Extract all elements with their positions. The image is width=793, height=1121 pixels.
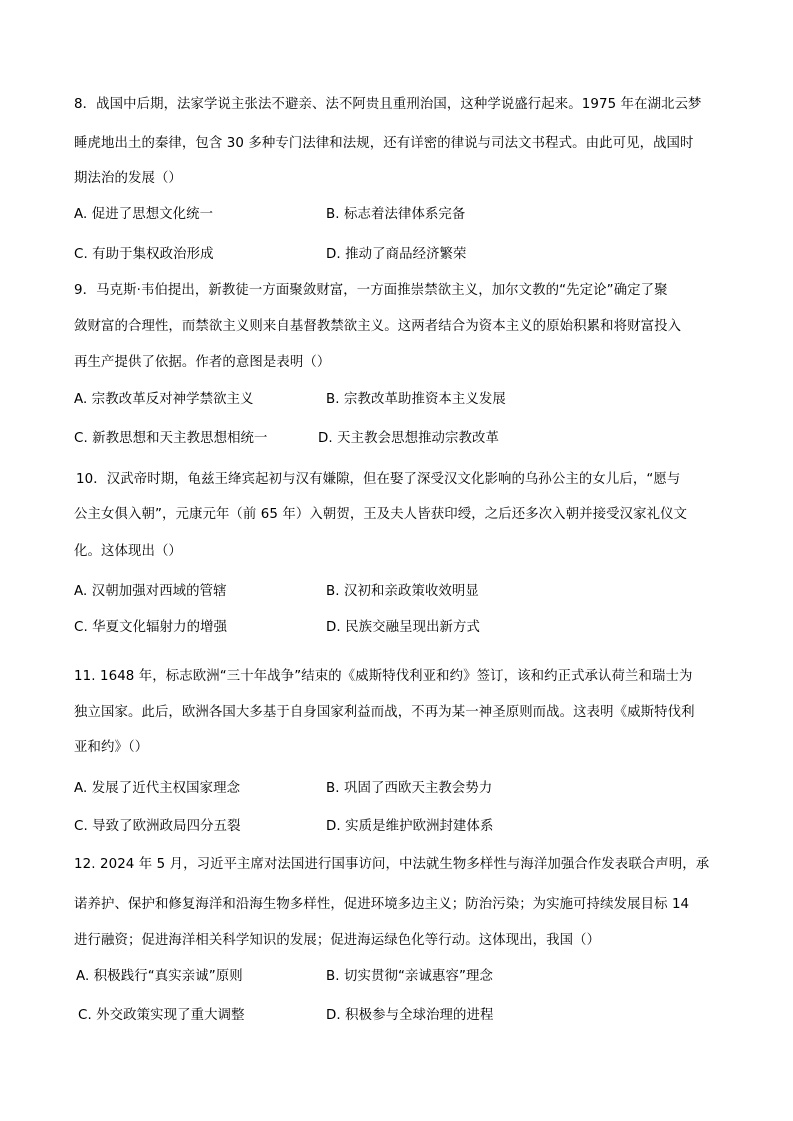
question-8-option-a: A. 促进了思想文化统一 (74, 207, 214, 222)
question-12-option-b: B. 切实贯彻“亲诚惠容”理念 (326, 969, 493, 984)
question-11-option-b: B. 巩固了西欧天主教会势力 (326, 781, 493, 796)
question-12-option-c: C. 外交政策实现了重大调整 (78, 1008, 245, 1023)
question-12-line-2: 诺养护、保护和修复海洋和沿海生物多样性，促进环境多边主义；防治污染；为实施可持续发展目标 14 (74, 897, 690, 912)
question-10-line-2: 公主女俱入朝”，元康元年（前 65 年）入朝贺，王及夫人皆获印绶，之后还多次入朝并接受汉家礼仪文 (74, 507, 688, 522)
question-9-line-3: 再生产提供了依据。作者的意图是表明（） (74, 355, 331, 370)
question-8-line-3: 期法治的发展（） (74, 171, 182, 186)
question-9-option-a: A. 宗教改革反对神学禁欲主义 (74, 392, 254, 407)
question-12-line-1: 12. 2024 年 5 月，习近平主席对法国进行国事访问，中法就生物多样性与海洋加强合作发表联合声明，承 (74, 857, 710, 872)
question-10-line-3: 化。这体现出（） (74, 544, 182, 559)
question-12-line-3: 进行融资；促进海洋相关科学知识的发展；促进海运绿色化等行动。这体现出，我国（） (74, 933, 601, 948)
question-10-line-1: 10．汉武帝时期，龟兹王绛宾起初与汉有嫌隙，但在娶了深受汉文化影响的乌孙公主的女儿后，“愿与 (76, 472, 681, 487)
question-8-line-1: 8．战国中后期，法家学说主张法不避亲、法不阿贵且重刑治国，这种学说盛行起来。1975 年在湖北云梦 (74, 97, 702, 112)
question-8-option-c: C. 有助于集权政治形成 (74, 247, 214, 262)
question-10-option-a: A. 汉朝加强对西域的管辖 (74, 584, 227, 599)
question-9-option-b: B. 宗教改革助推资本主义发展 (326, 392, 506, 407)
question-9-option-c: C. 新教思想和天主教思想相统一 (74, 431, 268, 446)
question-11-line-3: 亚和约》（） (74, 740, 149, 755)
question-11-option-d: D. 实质是维护欧洲封建体系 (326, 819, 494, 834)
question-11-line-2: 独立国家。此后，欧洲各国大多基于自身国家利益而战，不再为某一神圣原则而战。这表明《威斯特伐利 (74, 705, 695, 720)
question-12-option-d: D. 积极参与全球治理的进程 (326, 1008, 494, 1023)
question-10-option-d: D. 民族交融呈现出新方式 (326, 620, 481, 635)
question-12-option-a: A. 积极践行“真实亲诚”原则 (76, 969, 243, 984)
question-9-option-d: D. 天主教会思想推动宗教改革 (318, 431, 500, 446)
question-9-line-1: 9．马克斯·韦伯提出，新教徒一方面聚敛财富，一方面推崇禁欲主义，加尔文教的“先定论”确定了聚 (74, 283, 668, 298)
question-9-line-2: 敛财富的合理性，而禁欲主义则来自基督教禁欲主义。这两者结合为资本主义的原始积累和将财富投入 (74, 319, 682, 334)
question-8-line-2: 睡虎地出土的秦律，包含 30 多种专门法律和法规，还有详密的律说与司法文书程式。由此可见，战国时 (74, 136, 694, 151)
question-8-option-d: D. 推动了商品经济繁荣 (326, 247, 467, 262)
question-11-option-a: A. 发展了近代主权国家理念 (74, 781, 241, 796)
question-10-option-b: B. 汉初和亲政策收效明显 (326, 584, 479, 599)
question-8-option-b: B. 标志着法律体系完备 (326, 207, 466, 222)
question-11-option-c: C. 导致了欧洲政局四分五裂 (74, 819, 241, 834)
question-11-line-1: 11. 1648 年，标志欧洲“三十年战争”结束的《威斯特伐利亚和约》签订，该和约正式承认荷兰和瑞士为 (74, 669, 693, 684)
question-10-option-c: C. 华夏文化辐射力的增强 (74, 620, 228, 635)
